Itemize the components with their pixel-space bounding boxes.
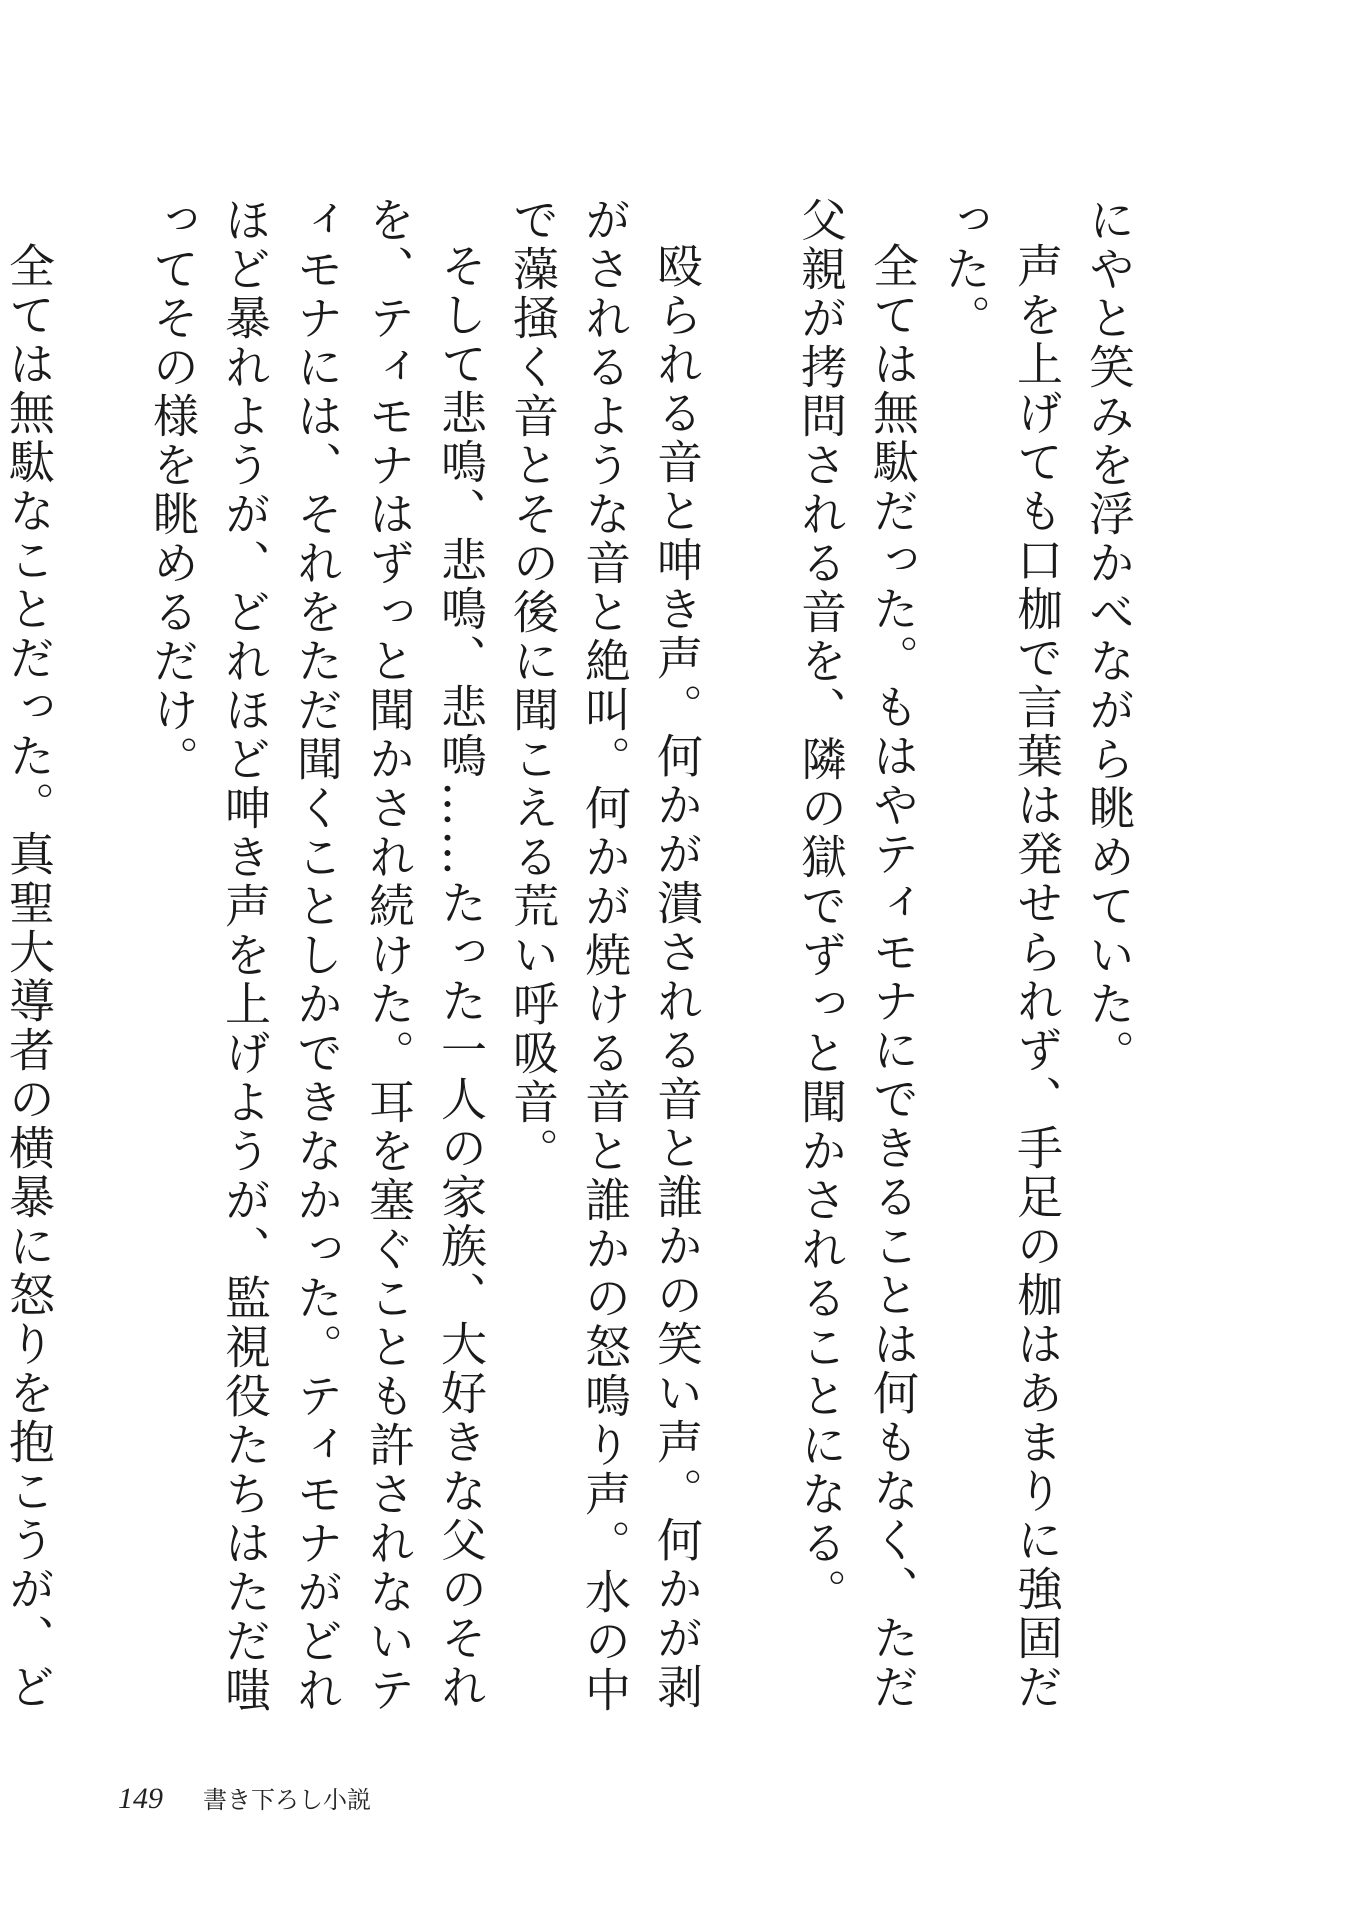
paragraph-6: 全ては無駄なことだった。真聖大導者の横暴に怒りを抱こうが、ど [2, 242, 56, 1712]
paragraph-2: 声を上げても口枷で言葉は発せられず、手足の枷はあまりに強固だった。 [938, 196, 1064, 1712]
section-break [65, 196, 137, 1751]
section-break [713, 196, 785, 1751]
paragraph-1: にやと笑みを浮かべながら眺めていた。 [1082, 196, 1136, 1078]
paragraph-5: そして悲鳴、悲鳴、悲鳴……たった一人の家族、大好きな父のそれを、ティモナはずっと聞かされ続けた。耳を塞ぐことも許されないティモナには、それをただ聞くことしかできなかった。ティモナがどれほど暴れようが、どれほど呻き声を上げようが、監視役たちはただ嗤ってその様を眺めるだけ。 [146, 196, 488, 1715]
vertical-body-text [0, 196, 1145, 1751]
page-number: 149 [118, 1782, 163, 1815]
page-footer [118, 1780, 371, 1820]
paragraph-4: 殴られる音と呻き声。何かが潰される音と誰かの笑い声。何かが剥がされるような音と絶叫。何かが焼ける音と誰かの怒鳴り声。水の中で藻掻く音とその後に聞こえる荒い呼吸音。 [506, 196, 704, 1715]
running-title: 書き下ろし小説 [203, 1786, 371, 1814]
paragraph-3: 全ては無駄だった。もはやティモナにできることは何もなく、ただ父親が拷問される音を、隣の獄でずっと聞かされることになる。 [794, 196, 920, 1712]
